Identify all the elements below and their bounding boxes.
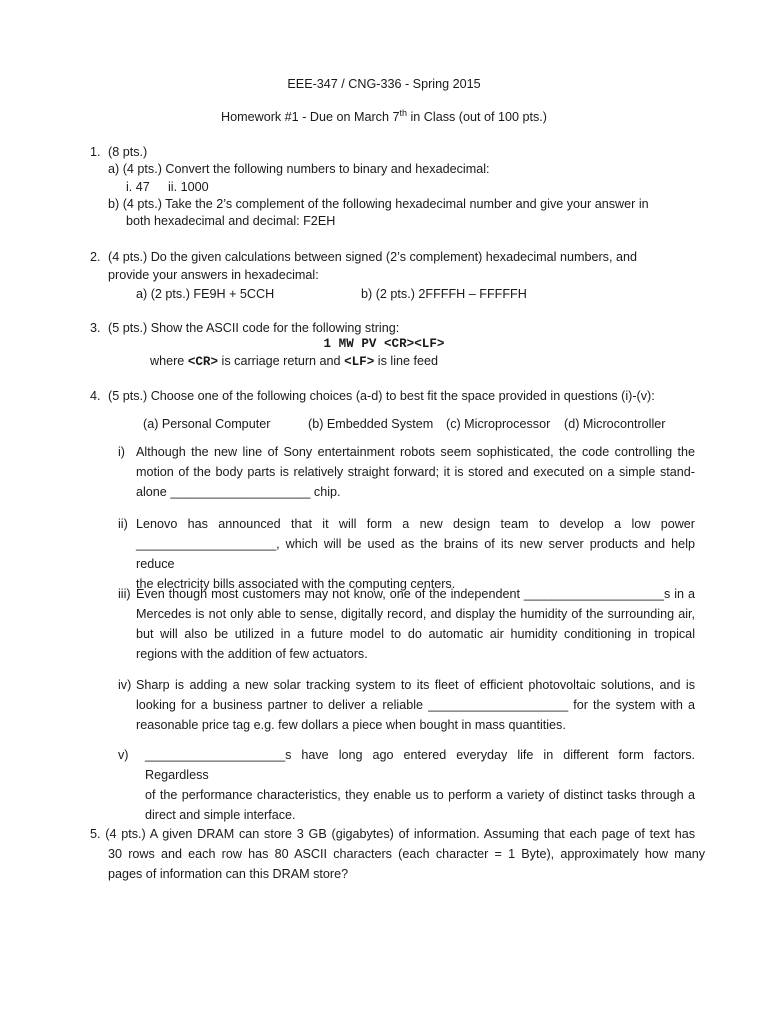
q3-line1: (5 pts.) Show the ASCII code for the following string: — [108, 321, 400, 335]
homework-title-suffix: in Class (out of 100 pts.) — [407, 110, 547, 124]
q5-line3: pages of information can this DRAM store? — [108, 867, 349, 881]
q1-part-a-i: i. 47 — [126, 180, 150, 194]
q5-line2: 30 rows and each row has 80 ASCII characters (each character = 1 Byte), approximately how many — [108, 847, 705, 861]
q3-where: where — [150, 354, 185, 368]
q2-line2: provide your answers in hexadecimal: — [108, 268, 319, 282]
q4-item-iii-line: Even though most customers may not know, one of the independent ____________________s in a — [136, 587, 695, 601]
q1-part-b-line1: b) (4 pts.) Take the 2’s complement of the following hexadecimal number and give your answer in — [108, 197, 649, 211]
q4-item-i-line: motion of the body parts is relatively straight forward; it is stored and executed on a simple stand- — [136, 465, 695, 479]
q1-part-b-line2: both hexadecimal and decimal: F2EH — [126, 214, 336, 228]
q4-item-iii-line: regions with the addition of few actuators. — [136, 647, 368, 661]
q4-item-iii-label: iii) — [118, 587, 131, 601]
q4-item-i-label: i) — [118, 445, 125, 459]
q3-cr-description: is carriage return and — [221, 354, 341, 368]
q2-line1: (4 pts.) Do the given calculations between signed (2’s complement) hexadecimal numbers, and — [108, 250, 637, 264]
q5-line1-block — [90, 824, 695, 844]
q4-item-iv-text — [136, 675, 695, 735]
q4-item-v-line: direct and simple interface. — [145, 808, 296, 822]
q4-item-ii-line: the electricity bills associated with the computing centers. — [136, 577, 456, 591]
homework-title-superscript: th — [399, 107, 407, 118]
q4-item-iv-line: reasonable price tag e.g. few dollars a piece when bought in mass quantities. — [136, 718, 566, 732]
q4-item-ii-label: ii) — [118, 517, 128, 531]
q2-part-b: b) (2 pts.) 2FFFFH – FFFFFH — [361, 287, 527, 301]
q2-part-a: a) (2 pts.) FE9H + 5CCH — [136, 287, 275, 301]
q4-item-v-text — [145, 745, 695, 825]
q4-item-iii-line: Mercedes is not only able to sense, digitally record, and display the humidity of the surrounding air, — [136, 607, 695, 621]
q4-item-v-line: of the performance characteristics, they enable us to perform a variety of distinct tasks through a — [145, 788, 695, 802]
q4-item-iv-line: Sharp is adding a new solar tracking system to its fleet of efficient photovoltaic solutions, and is — [136, 678, 695, 692]
q4-choice-c: (c) Microprocessor — [446, 417, 551, 431]
q4-item-i-line: alone ____________________ chip. — [136, 485, 341, 499]
q1-part-a: a) (4 pts.) Convert the following numbers to binary and hexadecimal: — [108, 162, 490, 176]
q3-ascii-string: 1 MW PV <CR><LF> — [323, 337, 445, 351]
homework-title-prefix: Homework #1 - Due on March 7 — [221, 110, 400, 124]
q1-points: (8 pts.) — [108, 145, 148, 159]
q4-item-i-text — [136, 442, 695, 502]
q1-number: 1. — [90, 145, 101, 159]
q4-choice-d: (d) Microcontroller — [564, 417, 666, 431]
q4-item-ii-line: ____________________, which will be used as the brains of its new server products and help reduce — [136, 537, 695, 571]
q4-choice-b: (b) Embedded System — [308, 417, 434, 431]
q3-lf-description: is line feed — [377, 354, 439, 368]
q4-item-ii-line: Lenovo has announced that it will form a new design team to develop a low power — [136, 517, 695, 531]
q4-line1: (5 pts.) Choose one of the following choices (a-d) to best fit the space provided in questions (i)-(v): — [108, 389, 655, 403]
q4-item-v-label: v) — [118, 748, 129, 762]
q4-item-v-line: ____________________s have long ago entered everyday life in different form factors. Regardless — [145, 748, 695, 782]
q3-where-line — [150, 351, 438, 372]
q4-item-ii-text — [136, 514, 695, 594]
q5-line1: 5. (4 pts.) A given DRAM can store 3 GB (gigabytes) of information. Assuming that each page of text has — [90, 827, 695, 841]
q4-item-iv-line: looking for a business partner to deliver a reliable ____________________ for the system with a — [136, 698, 695, 712]
q5-rest-block — [108, 844, 705, 884]
course-title: EEE-347 / CNG-336 - Spring 2015 — [287, 77, 481, 91]
q3-number: 3. — [90, 321, 101, 335]
q1-part-a-ii: ii. 1000 — [168, 180, 209, 194]
q4-item-iv-label: iv) — [118, 678, 132, 692]
q4-choice-a: (a) Personal Computer — [143, 417, 271, 431]
homework-title — [0, 107, 768, 127]
q4-item-i-line: Although the new line of Sony entertainment robots seem sophisticated, the code controlling the — [136, 445, 695, 459]
q3-cr-token: <CR> — [187, 355, 219, 369]
q3-lf-token: <LF> — [344, 355, 375, 369]
q4-item-iii-text — [136, 584, 695, 664]
q4-number: 4. — [90, 389, 101, 403]
q4-item-iii-line: but will also be utilized in a future model to do automatic air humidity conditioning in tropical — [136, 627, 695, 641]
q2-number: 2. — [90, 250, 101, 264]
